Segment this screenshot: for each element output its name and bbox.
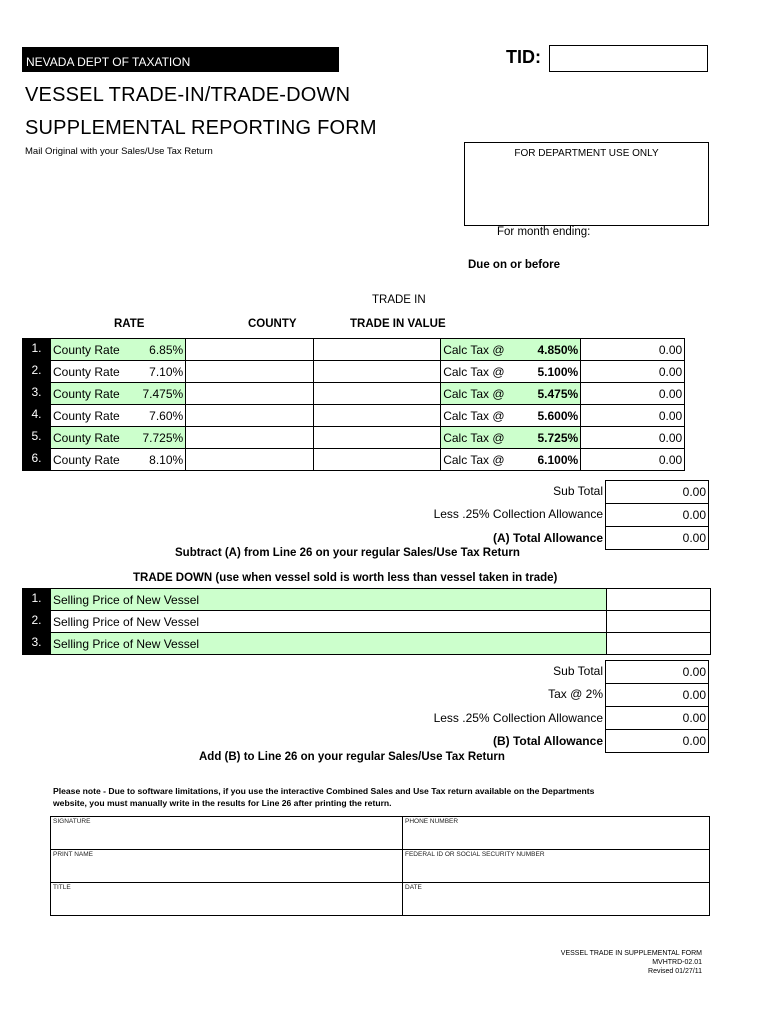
trade-in-value-input[interactable] xyxy=(314,383,441,405)
county-rate-value: 7.10% xyxy=(141,361,186,383)
trade-down-row xyxy=(23,611,711,633)
line-number: 2. xyxy=(23,361,51,383)
county-input[interactable] xyxy=(186,405,314,427)
print-name-field[interactable] xyxy=(51,850,403,883)
county-input[interactable] xyxy=(186,427,314,449)
calc-tax-rate: 5.475% xyxy=(529,383,581,405)
county-input[interactable] xyxy=(186,339,314,361)
tid-label: TID: xyxy=(506,47,541,67)
calc-tax-rate: 6.100% xyxy=(529,449,581,471)
signature-field[interactable] xyxy=(51,817,403,850)
trade-down-subtotal-value: 0.00 xyxy=(605,660,709,684)
line-number: 5. xyxy=(23,427,51,449)
calc-tax-label: Calc Tax @ xyxy=(441,449,529,471)
trade-in-table xyxy=(22,338,685,471)
signature-block xyxy=(50,816,710,916)
form-title-line2: SUPPLEMENTAL REPORTING FORM xyxy=(25,117,377,139)
trade-in-subtotal-label: Sub Total xyxy=(553,484,603,498)
selling-price-label: Selling Price of New Vessel xyxy=(51,633,607,655)
trade-in-value-column-header: TRADE IN VALUE xyxy=(350,318,446,330)
selling-price-label: Selling Price of New Vessel xyxy=(51,611,607,633)
trade-down-tax-label: Tax @ 2% xyxy=(548,687,603,701)
phone-field[interactable] xyxy=(403,817,710,850)
calc-tax-rate: 5.725% xyxy=(529,427,581,449)
signature-label: SIGNATURE xyxy=(53,818,91,825)
calc-tax-value: 0.00 xyxy=(581,383,685,405)
calc-tax-label: Calc Tax @ xyxy=(441,361,529,383)
federal-id-field[interactable] xyxy=(403,850,710,883)
selling-price-input[interactable] xyxy=(607,633,711,655)
trade-down-total-value: 0.00 xyxy=(605,729,709,753)
trade-in-subtotal-value: 0.00 xyxy=(605,480,709,504)
trade-in-value-input[interactable] xyxy=(314,361,441,383)
rate-column-header: RATE xyxy=(114,318,145,330)
trade-in-instruction: Subtract (A) from Line 26 on your regular Sales/Use Tax Return xyxy=(175,547,520,559)
trade-down-collection-label: Less .25% Collection Allowance xyxy=(433,711,603,725)
selling-price-input[interactable] xyxy=(607,611,711,633)
mail-note: Mail Original with your Sales/Use Tax Return xyxy=(25,146,213,157)
phone-label: PHONE NUMBER xyxy=(405,818,459,825)
line-number: 3. xyxy=(23,633,51,655)
county-rate-value: 7.725% xyxy=(141,427,186,449)
county-input[interactable] xyxy=(186,361,314,383)
county-rate-value: 7.475% xyxy=(141,383,186,405)
trade-in-row xyxy=(23,449,685,471)
calc-tax-value: 0.00 xyxy=(581,339,685,361)
trade-down-table xyxy=(22,588,711,655)
footer-form-name: VESSEL TRADE IN SUPPLEMENTAL FORM xyxy=(560,950,702,957)
calc-tax-rate: 4.850% xyxy=(529,339,581,361)
trade-in-value-input[interactable] xyxy=(314,339,441,361)
department-banner: NEVADA DEPT OF TAXATION xyxy=(22,47,339,72)
form-title-line1: VESSEL TRADE-IN/TRADE-DOWN xyxy=(25,84,351,106)
calc-tax-value: 0.00 xyxy=(581,361,685,383)
county-rate-value: 6.85% xyxy=(141,339,186,361)
county-rate-label: County Rate xyxy=(51,361,141,383)
calc-tax-value: 0.00 xyxy=(581,405,685,427)
title-field[interactable] xyxy=(51,883,403,916)
trade-down-row xyxy=(23,633,711,655)
footer-revised: Revised 01/27/11 xyxy=(648,968,702,975)
department-use-box xyxy=(464,142,709,226)
trade-in-row xyxy=(23,427,685,449)
due-date-label: Due on or before xyxy=(468,259,561,271)
county-rate-value: 8.10% xyxy=(141,449,186,471)
trade-down-subtotal-label: Sub Total xyxy=(553,664,603,678)
footer-form-code: MVHTRD-02.01 xyxy=(652,959,702,966)
trade-in-total-value: 0.00 xyxy=(605,526,709,550)
federal-id-label: FEDERAL ID OR SOCIAL SECURITY NUMBER xyxy=(405,851,545,858)
trade-in-total-label: (A) Total Allowance xyxy=(492,531,603,545)
month-ending-label: For month ending: xyxy=(497,226,591,238)
line-number: 1. xyxy=(23,589,51,611)
trade-in-row xyxy=(23,383,685,405)
tid-field[interactable] xyxy=(549,45,708,72)
trade-in-row xyxy=(23,405,685,427)
trade-in-value-input[interactable] xyxy=(314,449,441,471)
trade-down-row xyxy=(23,589,711,611)
selling-price-input[interactable] xyxy=(607,589,711,611)
trade-in-collection-value: 0.00 xyxy=(605,503,709,527)
calc-tax-rate: 5.100% xyxy=(529,361,581,383)
calc-tax-label: Calc Tax @ xyxy=(441,427,529,449)
selling-price-label: Selling Price of New Vessel xyxy=(51,589,607,611)
trade-in-value-input[interactable] xyxy=(314,405,441,427)
software-note-line2: website, you must manually write in the results for Line 26 after printing the return. xyxy=(53,798,392,808)
software-note-line1: Please note - Due to software limitations, if you use the interactive Combined Sales and Use Tax return available on the Departments xyxy=(53,786,595,796)
county-rate-label: County Rate xyxy=(51,427,141,449)
calc-tax-label: Calc Tax @ xyxy=(441,339,529,361)
trade-in-collection-label: Less .25% Collection Allowance xyxy=(433,507,603,521)
trade-in-row xyxy=(23,361,685,383)
date-label: DATE xyxy=(405,884,422,891)
county-rate-label: County Rate xyxy=(51,383,141,405)
county-input[interactable] xyxy=(186,449,314,471)
trade-down-instruction: Add (B) to Line 26 on your regular Sales/Use Tax Return xyxy=(199,751,505,763)
calc-tax-value: 0.00 xyxy=(581,427,685,449)
print-name-label: PRINT NAME xyxy=(53,851,93,858)
county-input[interactable] xyxy=(186,383,314,405)
line-number: 1. xyxy=(23,339,51,361)
calc-tax-label: Calc Tax @ xyxy=(441,383,529,405)
calc-tax-value: 0.00 xyxy=(581,449,685,471)
trade-down-collection-value: 0.00 xyxy=(605,706,709,730)
county-rate-label: County Rate xyxy=(51,449,141,471)
calc-tax-rate: 5.600% xyxy=(529,405,581,427)
trade-in-heading: TRADE IN xyxy=(372,294,426,306)
line-number: 2. xyxy=(23,611,51,633)
county-column-header: COUNTY xyxy=(248,318,297,330)
county-rate-label: County Rate xyxy=(51,405,141,427)
county-rate-label: County Rate xyxy=(51,339,141,361)
line-number: 4. xyxy=(23,405,51,427)
date-field[interactable] xyxy=(403,883,710,916)
trade-down-heading: TRADE DOWN (use when vessel sold is worth less than vessel taken in trade) xyxy=(133,572,558,584)
title-label: TITLE xyxy=(53,884,71,891)
calc-tax-label: Calc Tax @ xyxy=(441,405,529,427)
trade-down-tax-value: 0.00 xyxy=(605,683,709,707)
line-number: 3. xyxy=(23,383,51,405)
department-use-label: FOR DEPARTMENT USE ONLY xyxy=(514,148,659,159)
county-rate-value: 7.60% xyxy=(141,405,186,427)
trade-in-value-input[interactable] xyxy=(314,427,441,449)
line-number: 6. xyxy=(23,449,51,471)
trade-in-row xyxy=(23,339,685,361)
trade-down-total-label: (B) Total Allowance xyxy=(492,734,603,748)
